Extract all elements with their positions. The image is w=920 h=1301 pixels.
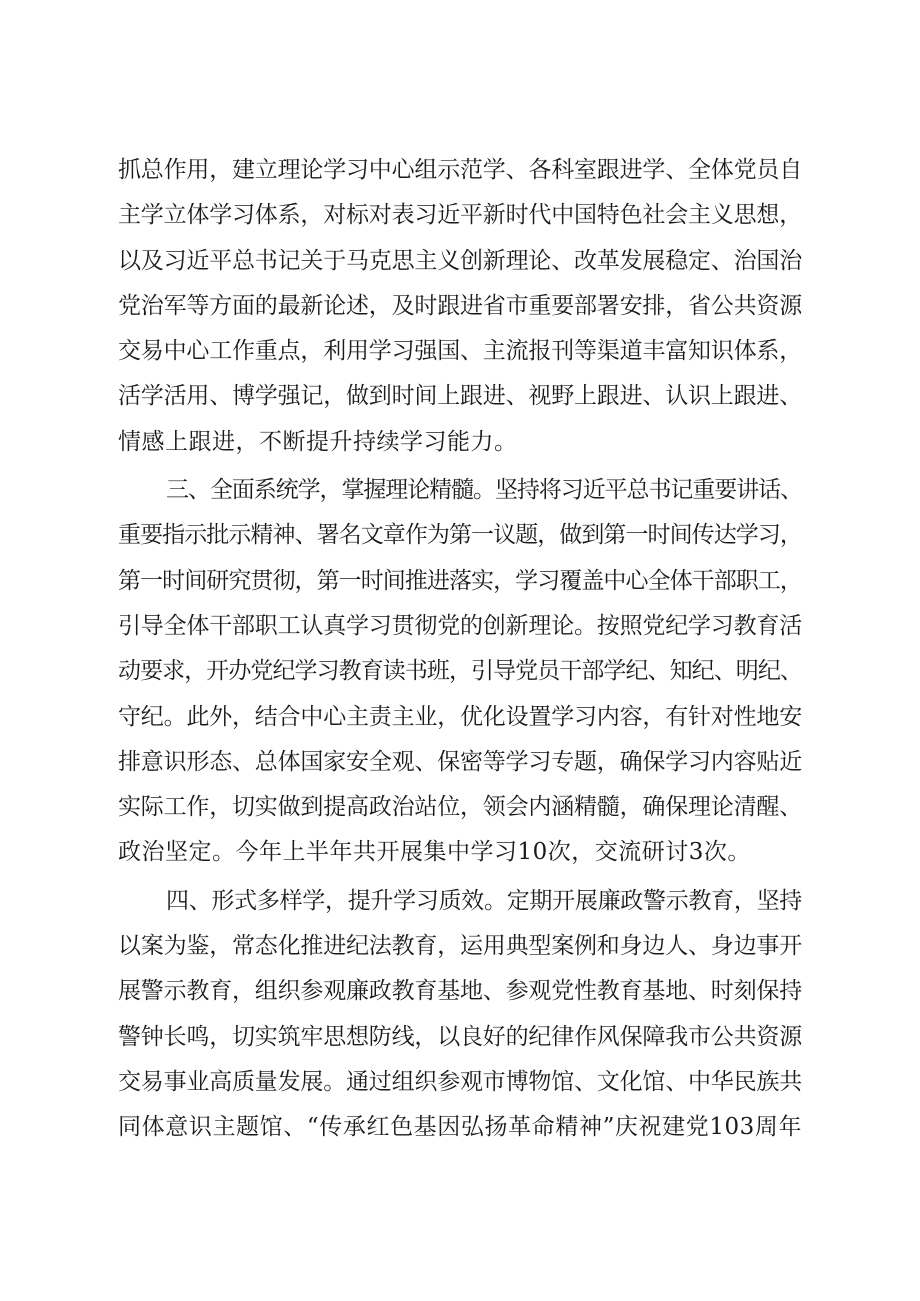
body-line: 主学立体学习体系，对标对表习近平新时代中国特色社会主义思想， bbox=[118, 202, 803, 229]
body-line: 警钟长鸣，切实筑牢思想防线，以良好的纪律作风保障我市公共资源 bbox=[118, 1023, 803, 1050]
body-line: 实际工作，切实做到提高政治站位，领会内涵精髓，确保理论清醒、 bbox=[118, 794, 803, 821]
body-line: 以及习近平总书记关于马克思主义创新理论、改革发展稳定、治国治 bbox=[118, 247, 803, 274]
body-line: 排意识形态、总体国家安全观、保密等学习专题，确保学习内容贴近 bbox=[118, 748, 803, 775]
section-4-first-line: 四、形式多样学，提升学习质效。定期开展廉政警示教育，坚持 bbox=[166, 887, 803, 914]
body-line: 第一时间研究贯彻，第一时间推进落实，学习覆盖中心全体干部职工， bbox=[118, 567, 802, 594]
body-line: 抓总作用，建立理论学习中心组示范学、各科室跟进学、全体党员自 bbox=[118, 157, 803, 183]
body-line: 守纪。此外，结合中心主责主业，优化设置学习内容，有针对性地安 bbox=[118, 703, 803, 730]
body-line: 动要求，开办党纪学习教育读书班，引导党员干部学纪、知纪、明纪、 bbox=[118, 658, 802, 685]
body-line: 情感上跟进，不断提升持续学习能力。 bbox=[118, 428, 518, 455]
body-line: 重要指示批示精神、署名文章作为第一议题，做到第一时间传达学习， bbox=[118, 522, 802, 549]
body-line: 党治军等方面的最新论述，及时跟进省市重要部署安排，省公共资源 bbox=[118, 292, 803, 319]
body-line: 引导全体干部职工认真学习贯彻党的创新理论。按照党纪学习教育活 bbox=[118, 612, 803, 639]
body-line: 交易事业高质量发展。通过组织参观市博物馆、文化馆、中华民族共 bbox=[118, 1068, 803, 1095]
document-body bbox=[118, 148, 802, 1151]
body-line: 同体意识主题馆、“传承红色基因弘扬革命精神”庆祝建党103周年 bbox=[118, 1114, 802, 1141]
body-line: 以案为鉴，常态化推进纪法教育，运用典型案例和身边人、身边事开 bbox=[118, 933, 803, 960]
body-line: 政治坚定。今年上半年共开展集中学习10次，交流研讨3次。 bbox=[118, 839, 751, 866]
body-line: 交易中心工作重点，利用学习强国、主流报刊等渠道丰富知识体系， bbox=[118, 338, 803, 365]
body-line: 展警示教育，组织参观廉政教育基地、参观党性教育基地、时刻保持 bbox=[118, 978, 803, 1005]
section-3-first-line: 三、全面系统学，掌握理论精髓。坚持将习近平总书记重要讲话、 bbox=[166, 477, 802, 504]
body-line: 活学活用、博学强记，做到时间上跟进、视野上跟进、认识上跟进、 bbox=[118, 383, 803, 410]
